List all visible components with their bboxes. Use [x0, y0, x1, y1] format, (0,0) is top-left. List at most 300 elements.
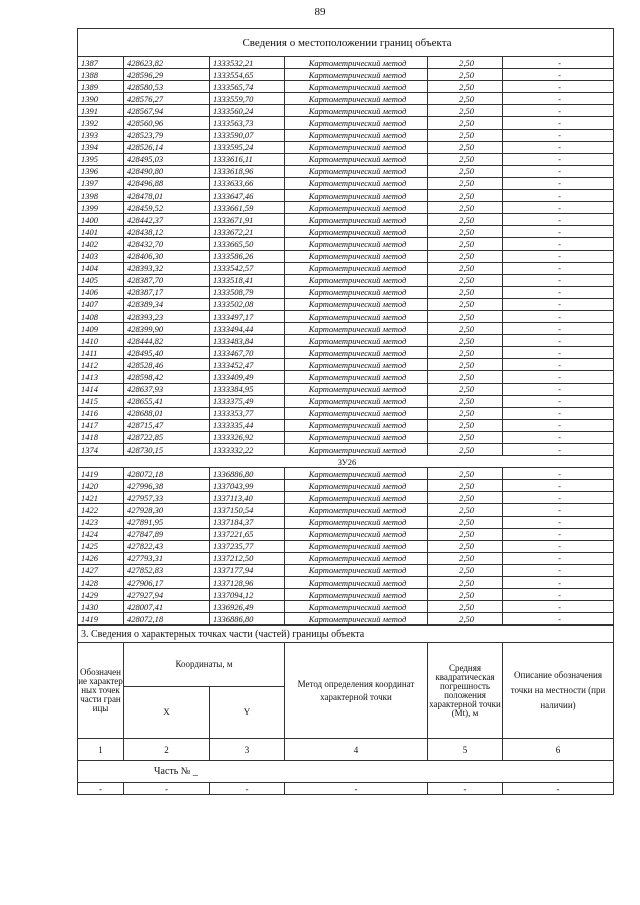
- cell-coord-x: 428444,82: [124, 335, 210, 347]
- cell-coord-x: 428495,03: [124, 153, 210, 165]
- cell-point-id: 1423: [78, 516, 124, 528]
- cell-accuracy: 2,50: [428, 419, 503, 431]
- cell-coord-y: 1333563,73: [210, 117, 285, 129]
- cell-coord-y: 1333560,24: [210, 105, 285, 117]
- cell-coord-y: 1333661,59: [210, 202, 285, 214]
- cell-coord-x: 428393,23: [124, 310, 210, 322]
- cell-coord-x: 427822,43: [124, 540, 210, 552]
- cell-coord-y: 1337177,94: [210, 564, 285, 576]
- cell-coord-x: 428072,18: [124, 613, 210, 625]
- cell-point-id: 1392: [78, 117, 124, 129]
- cell-accuracy: 2,50: [428, 141, 503, 153]
- cell-description: -: [503, 214, 614, 226]
- cell-method: Картометрический метод: [285, 81, 428, 93]
- col-method: Метод определения координат характерной точки: [285, 643, 428, 739]
- cell-accuracy: 2,50: [428, 335, 503, 347]
- cell-description: -: [503, 601, 614, 613]
- cell-point-id: 1394: [78, 141, 124, 153]
- table-row: [78, 141, 614, 153]
- cell-coord-y: 1333542,57: [210, 262, 285, 274]
- cell-description: -: [503, 57, 614, 69]
- cell-method: Картометрический метод: [285, 214, 428, 226]
- cell-coord-y: 1333483,84: [210, 335, 285, 347]
- table-row: [78, 516, 614, 528]
- boundary-coordinates-table: [77, 28, 614, 625]
- cell-accuracy: 2,50: [428, 69, 503, 81]
- cell-coord-y: 1337094,12: [210, 589, 285, 601]
- cell-coord-x: 427891,95: [124, 516, 210, 528]
- part-section-title: 3. Сведения о характерных точках части (частей) границы объекта: [78, 626, 614, 643]
- cell-point-id: 1395: [78, 153, 124, 165]
- cell-point-id: 1404: [78, 262, 124, 274]
- cell-coord-y: 1333586,26: [210, 250, 285, 262]
- cell-description: -: [503, 431, 614, 443]
- cell-description: -: [503, 552, 614, 564]
- cell-point-id: 1413: [78, 371, 124, 383]
- cell-coord-x: 428722,85: [124, 431, 210, 443]
- cell-coord-y: 1333647,46: [210, 190, 285, 202]
- cell-coord-y: 1333672,21: [210, 226, 285, 238]
- cell-accuracy: 2,50: [428, 190, 503, 202]
- table-row: [78, 57, 614, 69]
- cell-coord-y: 1336926,49: [210, 601, 285, 613]
- cell-method: Картометрический метод: [285, 528, 428, 540]
- cell-method: Картометрический метод: [285, 226, 428, 238]
- cell-coord-y: 1337235,77: [210, 540, 285, 552]
- table-row: [78, 601, 614, 613]
- table-row: [78, 190, 614, 202]
- cell-coord-y: 1337221,65: [210, 528, 285, 540]
- cell-coord-y: 1333518,41: [210, 274, 285, 286]
- cell-description: -: [503, 153, 614, 165]
- cell-point-id: 1421: [78, 492, 124, 504]
- table-row: [78, 226, 614, 238]
- cell-coord-x: 428523,79: [124, 129, 210, 141]
- cell-method: Картометрический метод: [285, 153, 428, 165]
- cell-coord-y: 1333375,49: [210, 395, 285, 407]
- table-row: [78, 492, 614, 504]
- empty-cell: -: [503, 783, 614, 795]
- cell-method: Картометрический метод: [285, 601, 428, 613]
- cell-method: Картометрический метод: [285, 310, 428, 322]
- col-x: X: [124, 687, 210, 739]
- table-row: [78, 347, 614, 359]
- cell-method: Картометрический метод: [285, 613, 428, 625]
- cell-coord-x: 428655,41: [124, 395, 210, 407]
- cell-method: Картометрический метод: [285, 238, 428, 250]
- section-row: [78, 456, 614, 468]
- rows-group-a: [78, 57, 614, 456]
- cell-coord-x: 428730,15: [124, 444, 210, 456]
- cell-method: Картометрический метод: [285, 165, 428, 177]
- cell-accuracy: 2,50: [428, 383, 503, 395]
- cell-description: -: [503, 262, 614, 274]
- cell-coord-y: 1333633,66: [210, 177, 285, 189]
- cell-coord-x: 428490,80: [124, 165, 210, 177]
- cell-coord-y: 1333618,96: [210, 165, 285, 177]
- cell-coord-x: 428560,96: [124, 117, 210, 129]
- cell-description: -: [503, 93, 614, 105]
- part-empty-row: [78, 783, 614, 795]
- cell-coord-x: 428528,46: [124, 359, 210, 371]
- cell-coord-x: 428576,27: [124, 93, 210, 105]
- cell-accuracy: 2,50: [428, 444, 503, 456]
- cell-description: -: [503, 383, 614, 395]
- cell-coord-y: 1333532,21: [210, 57, 285, 69]
- cell-coord-y: 1333508,79: [210, 286, 285, 298]
- cell-accuracy: 2,50: [428, 177, 503, 189]
- cell-coord-y: 1333494,44: [210, 323, 285, 335]
- cell-coord-y: 1337113,40: [210, 492, 285, 504]
- cell-coord-x: 428596,29: [124, 69, 210, 81]
- cell-method: Картометрический метод: [285, 286, 428, 298]
- cell-accuracy: 2,50: [428, 81, 503, 93]
- cell-method: Картометрический метод: [285, 395, 428, 407]
- cell-description: -: [503, 202, 614, 214]
- cell-method: Картометрический метод: [285, 347, 428, 359]
- cell-coord-x: 427928,30: [124, 504, 210, 516]
- cell-method: Картометрический метод: [285, 540, 428, 552]
- cell-coord-x: 428495,40: [124, 347, 210, 359]
- section-label: ЗУ26: [78, 456, 614, 468]
- cell-description: -: [503, 129, 614, 141]
- cell-point-id: 1402: [78, 238, 124, 250]
- cell-accuracy: 2,50: [428, 226, 503, 238]
- cell-point-id: 1424: [78, 528, 124, 540]
- cell-method: Картометрический метод: [285, 323, 428, 335]
- cell-accuracy: 2,50: [428, 274, 503, 286]
- cell-accuracy: 2,50: [428, 552, 503, 564]
- column-number: 5: [428, 739, 503, 761]
- cell-coord-y: 1333452,47: [210, 359, 285, 371]
- empty-cell: -: [78, 783, 124, 795]
- cell-accuracy: 2,50: [428, 129, 503, 141]
- cell-point-id: 1393: [78, 129, 124, 141]
- cell-description: -: [503, 540, 614, 552]
- cell-method: Картометрический метод: [285, 298, 428, 310]
- cell-method: Картометрический метод: [285, 274, 428, 286]
- cell-point-id: 1420: [78, 480, 124, 492]
- table-row: [78, 262, 614, 274]
- table-row: [78, 129, 614, 141]
- cell-point-id: 1429: [78, 589, 124, 601]
- col-description: Описание обозначения точки на местности (при наличии): [503, 643, 614, 739]
- cell-coord-y: 1333502,08: [210, 298, 285, 310]
- cell-method: Картометрический метод: [285, 431, 428, 443]
- cell-accuracy: 2,50: [428, 117, 503, 129]
- cell-description: -: [503, 407, 614, 419]
- table-row: [78, 69, 614, 81]
- cell-point-id: 1418: [78, 431, 124, 443]
- cell-coord-y: 1333353,77: [210, 407, 285, 419]
- col-point-designation: Обозначение характерных точек части границы: [78, 643, 124, 739]
- cell-point-id: 1391: [78, 105, 124, 117]
- cell-point-id: 1428: [78, 577, 124, 589]
- table-row: [78, 589, 614, 601]
- part-label: Часть № _: [78, 761, 614, 783]
- column-numbers-row: [78, 739, 614, 761]
- cell-point-id: 1390: [78, 93, 124, 105]
- cell-coord-y: 1333590,07: [210, 129, 285, 141]
- cell-coord-x: 428478,01: [124, 190, 210, 202]
- table-row: [78, 335, 614, 347]
- cell-accuracy: 2,50: [428, 286, 503, 298]
- table-row: [78, 93, 614, 105]
- cell-accuracy: 2,50: [428, 165, 503, 177]
- cell-accuracy: 2,50: [428, 93, 503, 105]
- cell-method: Картометрический метод: [285, 335, 428, 347]
- cell-coord-y: 1333559,70: [210, 93, 285, 105]
- cell-description: -: [503, 359, 614, 371]
- table-row: [78, 564, 614, 576]
- cell-coord-y: 1337212,50: [210, 552, 285, 564]
- cell-description: -: [503, 444, 614, 456]
- cell-point-id: 1388: [78, 69, 124, 81]
- table-row: [78, 202, 614, 214]
- cell-accuracy: 2,50: [428, 613, 503, 625]
- cell-coord-x: 428438,12: [124, 226, 210, 238]
- cell-method: Картометрический метод: [285, 141, 428, 153]
- column-number: 4: [285, 739, 428, 761]
- cell-accuracy: 2,50: [428, 480, 503, 492]
- table-row: [78, 480, 614, 492]
- cell-coord-x: 427847,89: [124, 528, 210, 540]
- table-row: [78, 177, 614, 189]
- cell-coord-y: 1333467,70: [210, 347, 285, 359]
- cell-accuracy: 2,50: [428, 431, 503, 443]
- empty-cell: -: [428, 783, 503, 795]
- cell-coord-y: 1337150,54: [210, 504, 285, 516]
- cell-description: -: [503, 516, 614, 528]
- cell-description: -: [503, 177, 614, 189]
- cell-description: -: [503, 238, 614, 250]
- cell-description: -: [503, 613, 614, 625]
- cell-coord-x: 428389,34: [124, 298, 210, 310]
- cell-description: -: [503, 190, 614, 202]
- cell-method: Картометрический метод: [285, 564, 428, 576]
- cell-point-id: 1410: [78, 335, 124, 347]
- cell-point-id: 1403: [78, 250, 124, 262]
- cell-method: Картометрический метод: [285, 371, 428, 383]
- cell-accuracy: 2,50: [428, 347, 503, 359]
- cell-method: Картометрический метод: [285, 359, 428, 371]
- cell-point-id: 1406: [78, 286, 124, 298]
- cell-point-id: 1401: [78, 226, 124, 238]
- table-row: [78, 274, 614, 286]
- cell-description: -: [503, 165, 614, 177]
- cell-coord-x: 427957,33: [124, 492, 210, 504]
- table-row: [78, 250, 614, 262]
- cell-coord-y: 1333616,11: [210, 153, 285, 165]
- cell-method: Картометрический метод: [285, 577, 428, 589]
- cell-coord-y: 1333326,92: [210, 431, 285, 443]
- rows-group-b: [78, 468, 614, 625]
- cell-point-id: 1398: [78, 190, 124, 202]
- cell-coord-x: 427996,38: [124, 480, 210, 492]
- cell-description: -: [503, 69, 614, 81]
- cell-method: Картометрический метод: [285, 105, 428, 117]
- cell-point-id: 1427: [78, 564, 124, 576]
- cell-method: Картометрический метод: [285, 177, 428, 189]
- cell-accuracy: 2,50: [428, 589, 503, 601]
- cell-point-id: 1415: [78, 395, 124, 407]
- cell-description: -: [503, 286, 614, 298]
- table-row: [78, 407, 614, 419]
- cell-description: -: [503, 81, 614, 93]
- cell-description: -: [503, 480, 614, 492]
- cell-method: Картометрический метод: [285, 504, 428, 516]
- cell-description: -: [503, 226, 614, 238]
- table-row: [78, 395, 614, 407]
- cell-accuracy: 2,50: [428, 407, 503, 419]
- cell-accuracy: 2,50: [428, 262, 503, 274]
- cell-coord-x: 428442,37: [124, 214, 210, 226]
- cell-coord-x: 428459,52: [124, 202, 210, 214]
- table-row: [78, 214, 614, 226]
- cell-accuracy: 2,50: [428, 564, 503, 576]
- cell-coord-x: 427852,83: [124, 564, 210, 576]
- cell-coord-y: 1333332,22: [210, 444, 285, 456]
- page-number: 89: [314, 6, 326, 18]
- table-row: [78, 383, 614, 395]
- cell-description: -: [503, 323, 614, 335]
- cell-accuracy: 2,50: [428, 371, 503, 383]
- table-row: [78, 613, 614, 625]
- cell-coord-y: 1333565,74: [210, 81, 285, 93]
- cell-accuracy: 2,50: [428, 516, 503, 528]
- empty-cell: -: [210, 783, 285, 795]
- cell-coord-x: 428393,32: [124, 262, 210, 274]
- column-number: 2: [124, 739, 210, 761]
- cell-description: -: [503, 117, 614, 129]
- cell-point-id: 1419: [78, 613, 124, 625]
- table-row: [78, 105, 614, 117]
- cell-method: Картометрический метод: [285, 480, 428, 492]
- cell-method: Картометрический метод: [285, 589, 428, 601]
- cell-description: -: [503, 504, 614, 516]
- table-row: [78, 81, 614, 93]
- cell-description: -: [503, 141, 614, 153]
- cell-accuracy: 2,50: [428, 577, 503, 589]
- cell-accuracy: 2,50: [428, 214, 503, 226]
- cell-coord-x: 428399,90: [124, 323, 210, 335]
- cell-description: -: [503, 371, 614, 383]
- cell-accuracy: 2,50: [428, 250, 503, 262]
- col-y: Y: [210, 687, 285, 739]
- column-number: 3: [210, 739, 285, 761]
- cell-method: Картометрический метод: [285, 383, 428, 395]
- cell-method: Картометрический метод: [285, 117, 428, 129]
- table-row: [78, 419, 614, 431]
- cell-point-id: 1397: [78, 177, 124, 189]
- cell-coord-y: 1337128,96: [210, 577, 285, 589]
- cell-point-id: 1426: [78, 552, 124, 564]
- cell-coord-y: 1333595,24: [210, 141, 285, 153]
- cell-coord-x: 428580,53: [124, 81, 210, 93]
- table-row: [78, 238, 614, 250]
- cell-coord-x: 427906,17: [124, 577, 210, 589]
- cell-coord-x: 428072,18: [124, 468, 210, 480]
- table-header-row: [78, 29, 614, 57]
- cell-point-id: 1396: [78, 165, 124, 177]
- cell-method: Картометрический метод: [285, 492, 428, 504]
- cell-method: Картометрический метод: [285, 407, 428, 419]
- cell-method: Картометрический метод: [285, 202, 428, 214]
- cell-coord-y: 1333671,91: [210, 214, 285, 226]
- cell-description: -: [503, 274, 614, 286]
- part-label-row: [78, 761, 614, 783]
- cell-description: -: [503, 105, 614, 117]
- cell-coord-x: 428623,82: [124, 57, 210, 69]
- cell-coord-x: 428387,17: [124, 286, 210, 298]
- cell-method: Картометрический метод: [285, 419, 428, 431]
- cell-coord-x: 428567,94: [124, 105, 210, 117]
- cell-description: -: [503, 419, 614, 431]
- cell-accuracy: 2,50: [428, 323, 503, 335]
- empty-cell: -: [124, 783, 210, 795]
- cell-description: -: [503, 564, 614, 576]
- cell-description: -: [503, 492, 614, 504]
- cell-coord-x: 428598,42: [124, 371, 210, 383]
- cell-method: Картометрический метод: [285, 129, 428, 141]
- cell-accuracy: 2,50: [428, 238, 503, 250]
- cell-accuracy: 2,50: [428, 105, 503, 117]
- coordinates-document: [77, 28, 613, 795]
- cell-method: Картометрический метод: [285, 262, 428, 274]
- cell-coord-x: 428432,70: [124, 238, 210, 250]
- cell-coord-y: 1336886,80: [210, 613, 285, 625]
- cell-coord-x: 428526,14: [124, 141, 210, 153]
- cell-accuracy: 2,50: [428, 153, 503, 165]
- cell-accuracy: 2,50: [428, 492, 503, 504]
- table-row: [78, 540, 614, 552]
- cell-description: -: [503, 250, 614, 262]
- cell-accuracy: 2,50: [428, 601, 503, 613]
- cell-accuracy: 2,50: [428, 540, 503, 552]
- col-accuracy: Средняя квадратическая погрешность положения характерной точки (Mt), м: [428, 643, 503, 739]
- table-row: [78, 468, 614, 480]
- cell-coord-x: 428007,41: [124, 601, 210, 613]
- cell-coord-x: 427793,31: [124, 552, 210, 564]
- cell-method: Картометрический метод: [285, 69, 428, 81]
- cell-method: Картометрический метод: [285, 250, 428, 262]
- cell-point-id: 1400: [78, 214, 124, 226]
- col-coordinates: Координаты, м: [124, 643, 285, 687]
- table-row: [78, 153, 614, 165]
- cell-coord-y: 1337043,99: [210, 480, 285, 492]
- cell-accuracy: 2,50: [428, 395, 503, 407]
- cell-method: Картометрический метод: [285, 552, 428, 564]
- cell-description: -: [503, 589, 614, 601]
- cell-description: -: [503, 577, 614, 589]
- cell-point-id: 1399: [78, 202, 124, 214]
- cell-coord-y: 1333497,17: [210, 310, 285, 322]
- cell-coord-x: 428406,30: [124, 250, 210, 262]
- cell-description: -: [503, 395, 614, 407]
- cell-point-id: 1389: [78, 81, 124, 93]
- cell-accuracy: 2,50: [428, 310, 503, 322]
- part-section-title-row: [78, 626, 614, 643]
- table-row: [78, 371, 614, 383]
- cell-coord-x: 428637,93: [124, 383, 210, 395]
- cell-description: -: [503, 335, 614, 347]
- cell-point-id: 1407: [78, 298, 124, 310]
- cell-method: Картометрический метод: [285, 93, 428, 105]
- empty-cell: -: [285, 783, 428, 795]
- cell-coord-x: 428715,47: [124, 419, 210, 431]
- table-row: [78, 298, 614, 310]
- cell-point-id: 1416: [78, 407, 124, 419]
